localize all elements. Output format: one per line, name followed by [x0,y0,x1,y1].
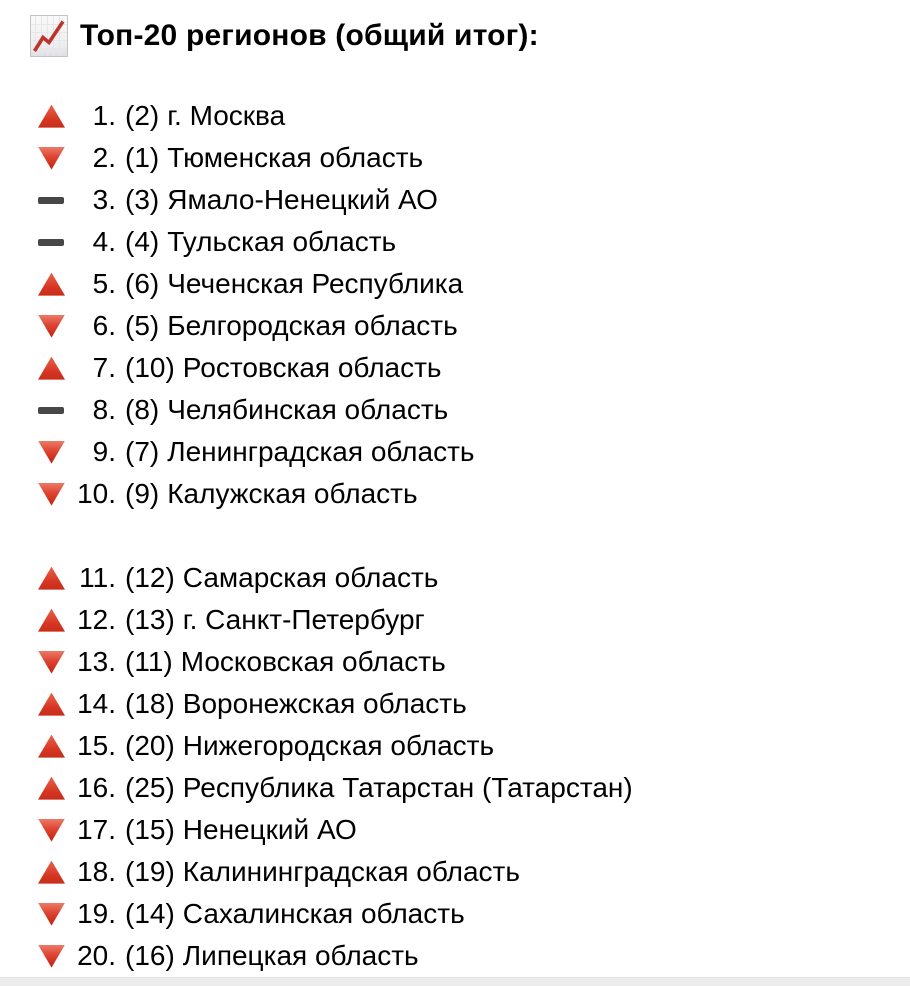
trend-up-icon [38,609,65,632]
trend-down-icon [38,945,65,968]
list-item [38,347,910,389]
trend-up-icon [38,777,65,800]
rank-number: 18. [77,856,116,888]
region-name: Воронежская область [182,688,467,720]
region-name: Московская область [180,646,446,678]
region-name: Калужская область [167,478,418,510]
region-name: Сахалинская область [182,898,465,930]
trend-up-icon [38,735,65,758]
region-name: Челябинская область [167,394,449,426]
rank-number: 10. [77,478,116,510]
previous-rank: (3) [125,184,160,216]
previous-rank: (6) [125,268,160,300]
trend-down-icon [38,903,65,926]
list-item [38,893,910,935]
rank-number: 13. [77,646,116,678]
rank-number: 2. [92,142,116,174]
previous-rank: (8) [125,394,160,426]
previous-rank: (15) [125,814,175,846]
rank-number: 4. [92,226,116,258]
rank-number: 1. [92,100,116,132]
rank-number: 17. [77,814,116,846]
trend-down-icon [38,315,65,338]
rank-number: 20. [77,940,116,972]
previous-rank: (25) [125,772,175,804]
rank-number: 7. [92,352,116,384]
region-name: Тульская область [167,226,397,258]
top20-list [0,95,910,977]
rank-number: 12. [77,604,116,636]
list-item [38,683,910,725]
previous-rank: (14) [125,898,175,930]
rank-number: 5. [92,268,116,300]
previous-rank: (19) [125,856,175,888]
region-name: Калининградская область [182,856,520,888]
region-name: Ленинградская область [167,436,475,468]
group-spacer [38,515,910,557]
trend-up-icon [38,273,65,296]
list-item [38,263,910,305]
list-item [38,767,910,809]
chart-increasing-icon [30,15,68,57]
region-name: Чеченская Республика [167,268,464,300]
trend-up-icon [38,861,65,884]
rank-number: 8. [92,394,116,426]
region-name: Нижегородская область [182,730,495,762]
list-item [38,809,910,851]
previous-rank: (1) [125,142,160,174]
list-item [38,641,910,683]
list-item [38,95,910,137]
rank-number: 3. [92,184,116,216]
region-name: Ямало-Ненецкий АО [167,184,438,216]
previous-rank: (12) [125,562,175,594]
region-name: Белгородская область [167,310,458,342]
region-name: Тюменская область [167,142,424,174]
rank-number: 15. [77,730,116,762]
region-name: Ненецкий АО [182,814,357,846]
previous-rank: (7) [125,436,160,468]
previous-rank: (16) [125,940,175,972]
trend-same-icon [38,407,64,414]
list-item [38,305,910,347]
rank-number: 6. [92,310,116,342]
trend-down-icon [38,483,65,506]
region-name: г. Санкт-Петербург [182,604,425,636]
list-item [38,557,910,599]
trend-up-icon [38,357,65,380]
trend-down-icon [38,441,65,464]
list-header [0,0,910,57]
previous-rank: (11) [125,646,173,678]
previous-rank: (13) [125,604,175,636]
previous-rank: (4) [125,226,160,258]
trend-up-icon [38,567,65,590]
region-name: Республика Татарстан (Татарстан) [182,772,633,804]
trend-down-icon [38,147,65,170]
list-item [38,431,910,473]
trend-up-icon [38,693,65,716]
list-item [38,389,910,431]
region-name: г. Москва [167,100,286,132]
region-name: Самарская область [182,562,439,594]
list-item [38,851,910,893]
rank-number: 11. [79,562,116,594]
list-item [38,221,910,263]
rank-number: 9. [92,436,116,468]
previous-rank: (9) [125,478,160,510]
previous-rank: (2) [125,100,160,132]
next-block-edge [0,977,910,986]
rank-number: 14. [77,688,116,720]
list-item [38,473,910,515]
list-item [38,599,910,641]
rank-number: 19. [77,898,116,930]
previous-rank: (20) [125,730,175,762]
list-item [38,725,910,767]
trend-same-icon [38,239,64,246]
previous-rank: (5) [125,310,160,342]
list-item [38,137,910,179]
trend-down-icon [38,819,65,842]
list-item [38,935,910,977]
rank-number: 16. [77,772,116,804]
previous-rank: (10) [125,352,175,384]
page-title: Топ-20 регионов (общий итог): [80,18,539,52]
previous-rank: (18) [125,688,175,720]
trend-up-icon [38,105,65,128]
list-item [38,179,910,221]
trend-same-icon [38,197,64,204]
region-name: Ростовская область [182,352,442,384]
region-name: Липецкая область [182,940,419,972]
trend-down-icon [38,651,65,674]
